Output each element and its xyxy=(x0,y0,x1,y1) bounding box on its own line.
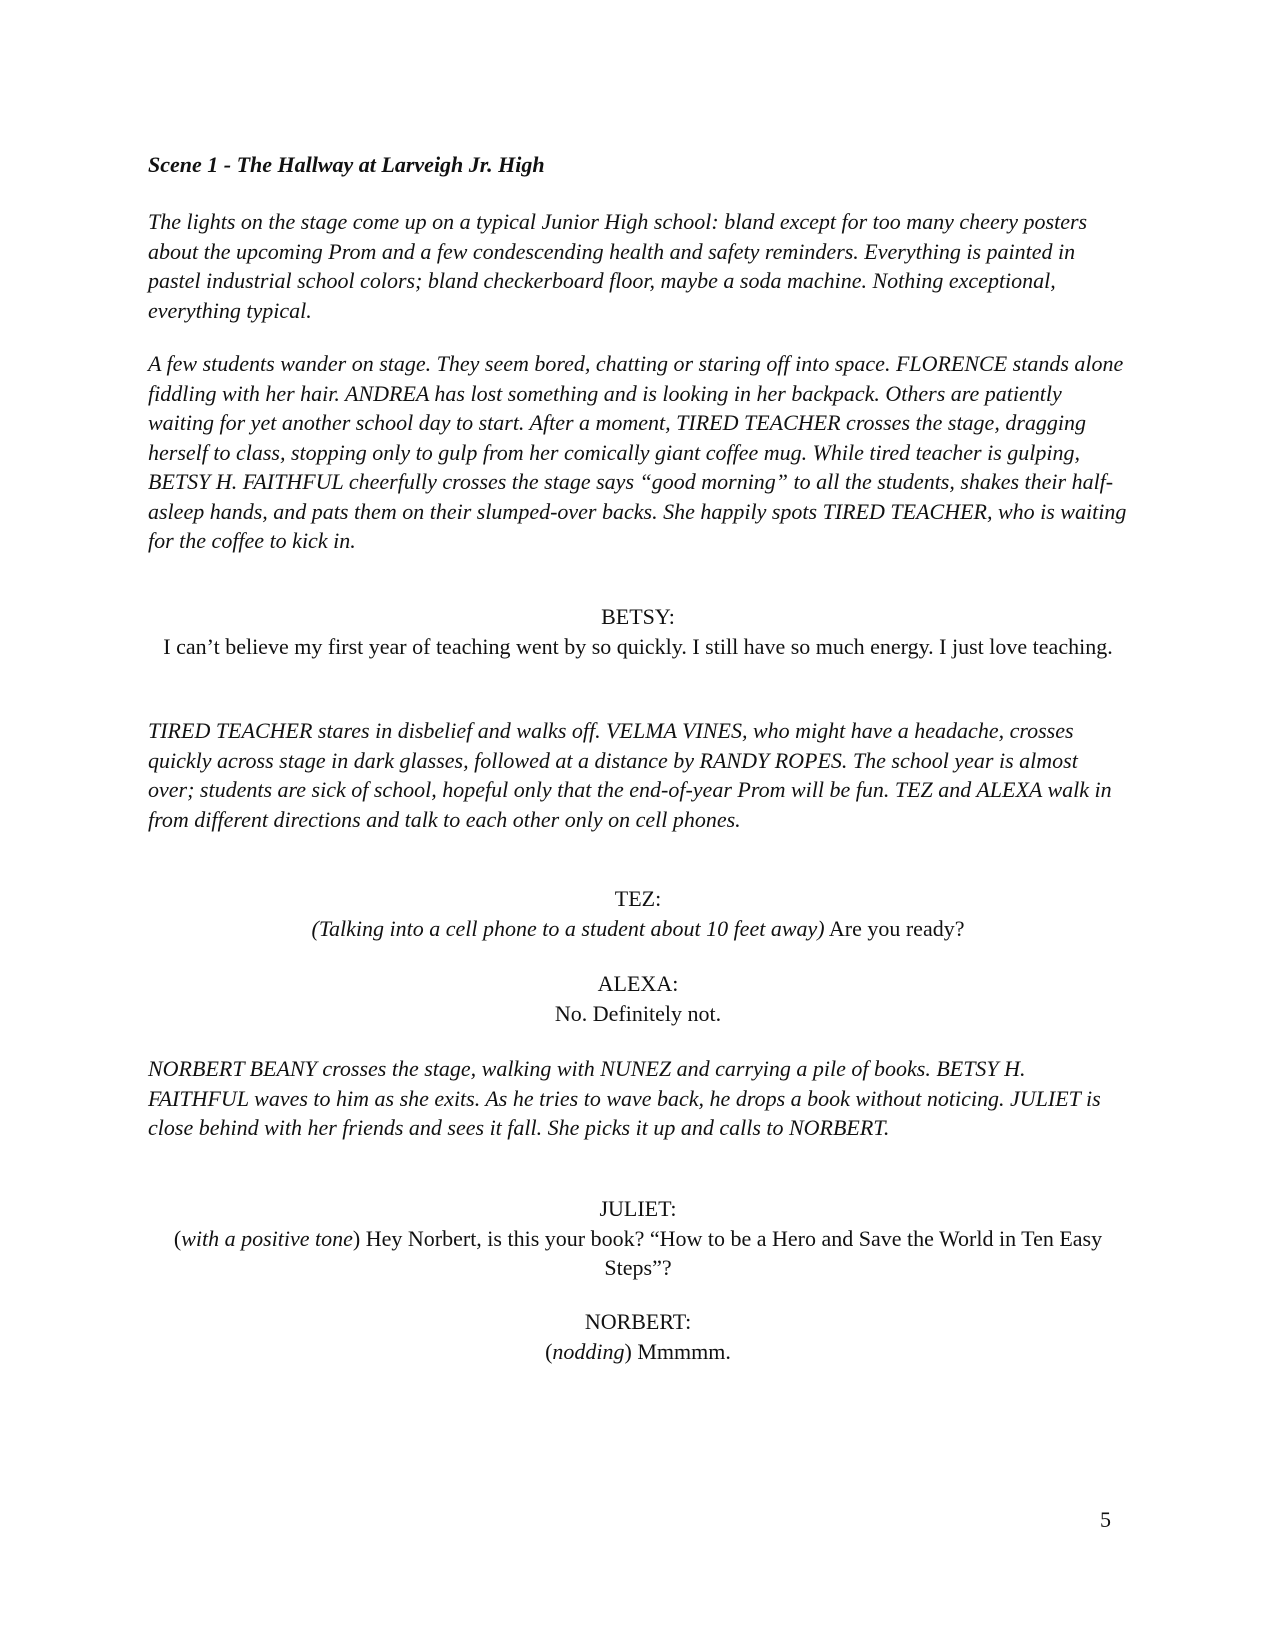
scene-heading: Scene 1 - The Hallway at Larveigh Jr. High xyxy=(148,152,545,177)
dialogue-tez xyxy=(148,884,1128,943)
character-name: ALEXA: xyxy=(597,971,679,996)
dialogue-betsy xyxy=(148,602,1128,661)
dialogue-line: No. Definitely not. xyxy=(554,1000,722,1026)
dialogue-text: ) Hey Norbert, is this your book? “How to be a Hero and Save the World in Ten Easy Steps”? xyxy=(352,1225,1103,1280)
stage-direction-students: A few students wander on stage. They seem bored, chatting or staring off into space. FLORENCE stands alone fiddling with her hair. ANDREA has lost something and is looking in her backpack. Others are patiently waiting for yet another school day to start. After a moment, TIRED TEACHER crosses the stage, dragging herself to class, stopping only to gulp from her comically giant coffee mug. While tired teacher is gulping, BETSY H. FAITHFUL cheerfully crosses the stage says “good morning” to all the students, shakes their half-asleep hands, and pats them on their slumped-over backs. She happily spots TIRED TEACHER, who is waiting for the coffee to kick in. xyxy=(148,351,1127,553)
paren-open: ( xyxy=(173,1225,182,1251)
dialogue-text: Are you ready? xyxy=(824,915,965,941)
character-name: NORBERT: xyxy=(584,1309,692,1334)
character-name: JULIET: xyxy=(599,1196,677,1221)
parenthetical: with a positive tone xyxy=(181,1225,353,1251)
dialogue-line: I can’t believe my first year of teaching went by so quickly. I still have so much energy. I just love teaching. xyxy=(163,633,1113,659)
stage-direction-hallway: TIRED TEACHER stares in disbelief and walks off. VELMA VINES, who might have a headache, crosses quickly across stage in dark glasses, followed at a distance by RANDY ROPES. The school year is almost over; students are sick of school, hopeful only that the end-of-year Prom will be fun. TEZ and ALEXA walk in from different directions and talk to each other only on cell phones. xyxy=(148,718,1112,832)
dialogue-norbert xyxy=(148,1307,1128,1366)
dialogue-text: ) Mmmmm. xyxy=(624,1338,731,1364)
parenthetical: nodding xyxy=(552,1338,625,1364)
paren-open: ( xyxy=(545,1338,553,1364)
stage-direction-norbert: NORBERT BEANY crosses the stage, walking with NUNEZ and carrying a pile of books. BETSY H. FAITHFUL waves to him as she exits. As he tries to wave back, he drops a book without noticing. JULIET is close behind with her friends and sees it fall. She picks it up and calls to NORBERT. xyxy=(148,1056,1101,1140)
parenthetical: (Talking into a cell phone to a student about 10 feet away) xyxy=(311,915,825,941)
dialogue-line xyxy=(148,1337,1128,1367)
character-name: BETSY: xyxy=(601,604,675,629)
dialogue-alexa xyxy=(148,969,1128,1028)
stage-direction-opening: The lights on the stage come up on a typical Junior High school: bland except for too many cheery posters about the upcoming Prom and a few condescending health and safety reminders. Everything is painted in pastel industrial school colors; bland checkerboard floor, maybe a soda machine. Nothing exceptional, everything typical. xyxy=(148,209,1088,323)
dialogue-juliet xyxy=(148,1194,1128,1283)
dialogue-line xyxy=(148,1224,1128,1283)
dialogue-line xyxy=(148,914,1128,944)
character-name: TEZ: xyxy=(614,886,662,911)
page-number: 5 xyxy=(1100,1507,1111,1532)
